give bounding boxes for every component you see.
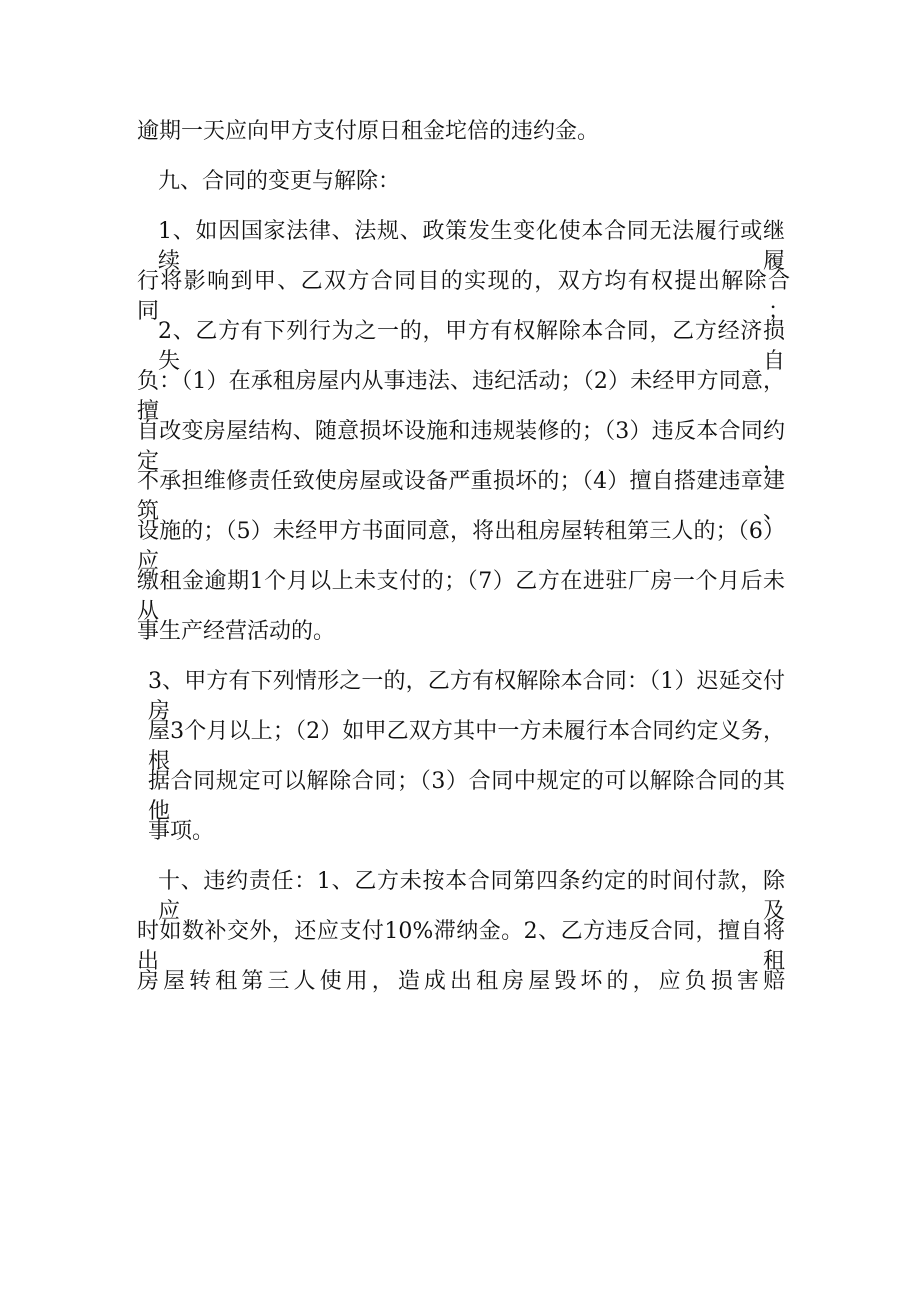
text-line: 2、乙方有下列行为之一的，甲方有权解除本合同，乙方经济损失自 — [158, 319, 785, 374]
text-line: 自改变房屋结构、随意损坏设施和违规装修的；（3）违反本合同约定， — [137, 419, 785, 474]
text-line: 屋3个月以上；（2）如甲乙双方其中一方未履行本合同约定义务，根 — [148, 719, 785, 774]
section-heading: 十、违约责任：1、乙方未按本合同第四条约定的时间付款，除应及 — [158, 869, 785, 924]
section-heading: 九、合同的变更与解除： — [158, 169, 401, 194]
text-line: 设施的；（5）未经甲方书面同意，将出租房屋转租第三人的；（6）应 — [137, 519, 785, 574]
text-line: 房屋转租第三人使用，造成出租房屋毁坏的，应负损害赔 — [137, 969, 785, 994]
text-line: 1、如因国家法律、法规、政策发生变化使本合同无法履行或继续履 — [158, 219, 785, 274]
text-line: 行将影响到甲、乙双方合同目的实现的，双方均有权提出解除合同； — [137, 269, 790, 324]
text-line: 3、甲方有下列情形之一的，乙方有权解除本合同：（1）迟延交付房 — [148, 669, 785, 724]
text-line: 据合同规定可以解除合同；（3）合同中规定的可以解除合同的其他 — [148, 769, 785, 824]
text-line: 事生产经营活动的。 — [137, 619, 336, 644]
text-line: 负：（1）在承租房屋内从事违法、违纪活动；（2）未经甲方同意，擅 — [137, 369, 785, 424]
text-line: 事项。 — [148, 819, 215, 844]
text-line: 逾期一天应向甲方支付原日租金坨倍的违约金。 — [137, 119, 600, 144]
text-line: 不承担维修责任致使房屋或设备严重损坏的；（4）擅自搭建违章建筑、 — [137, 469, 785, 524]
text-line: 缴租金逾期1个月以上未支付的；（7）乙方在进驻厂房一个月后未从 — [137, 569, 785, 624]
text-line: 时如数补交外，还应支付10%滞纳金。2、乙方违反合同，擅自将出租 — [137, 919, 785, 974]
